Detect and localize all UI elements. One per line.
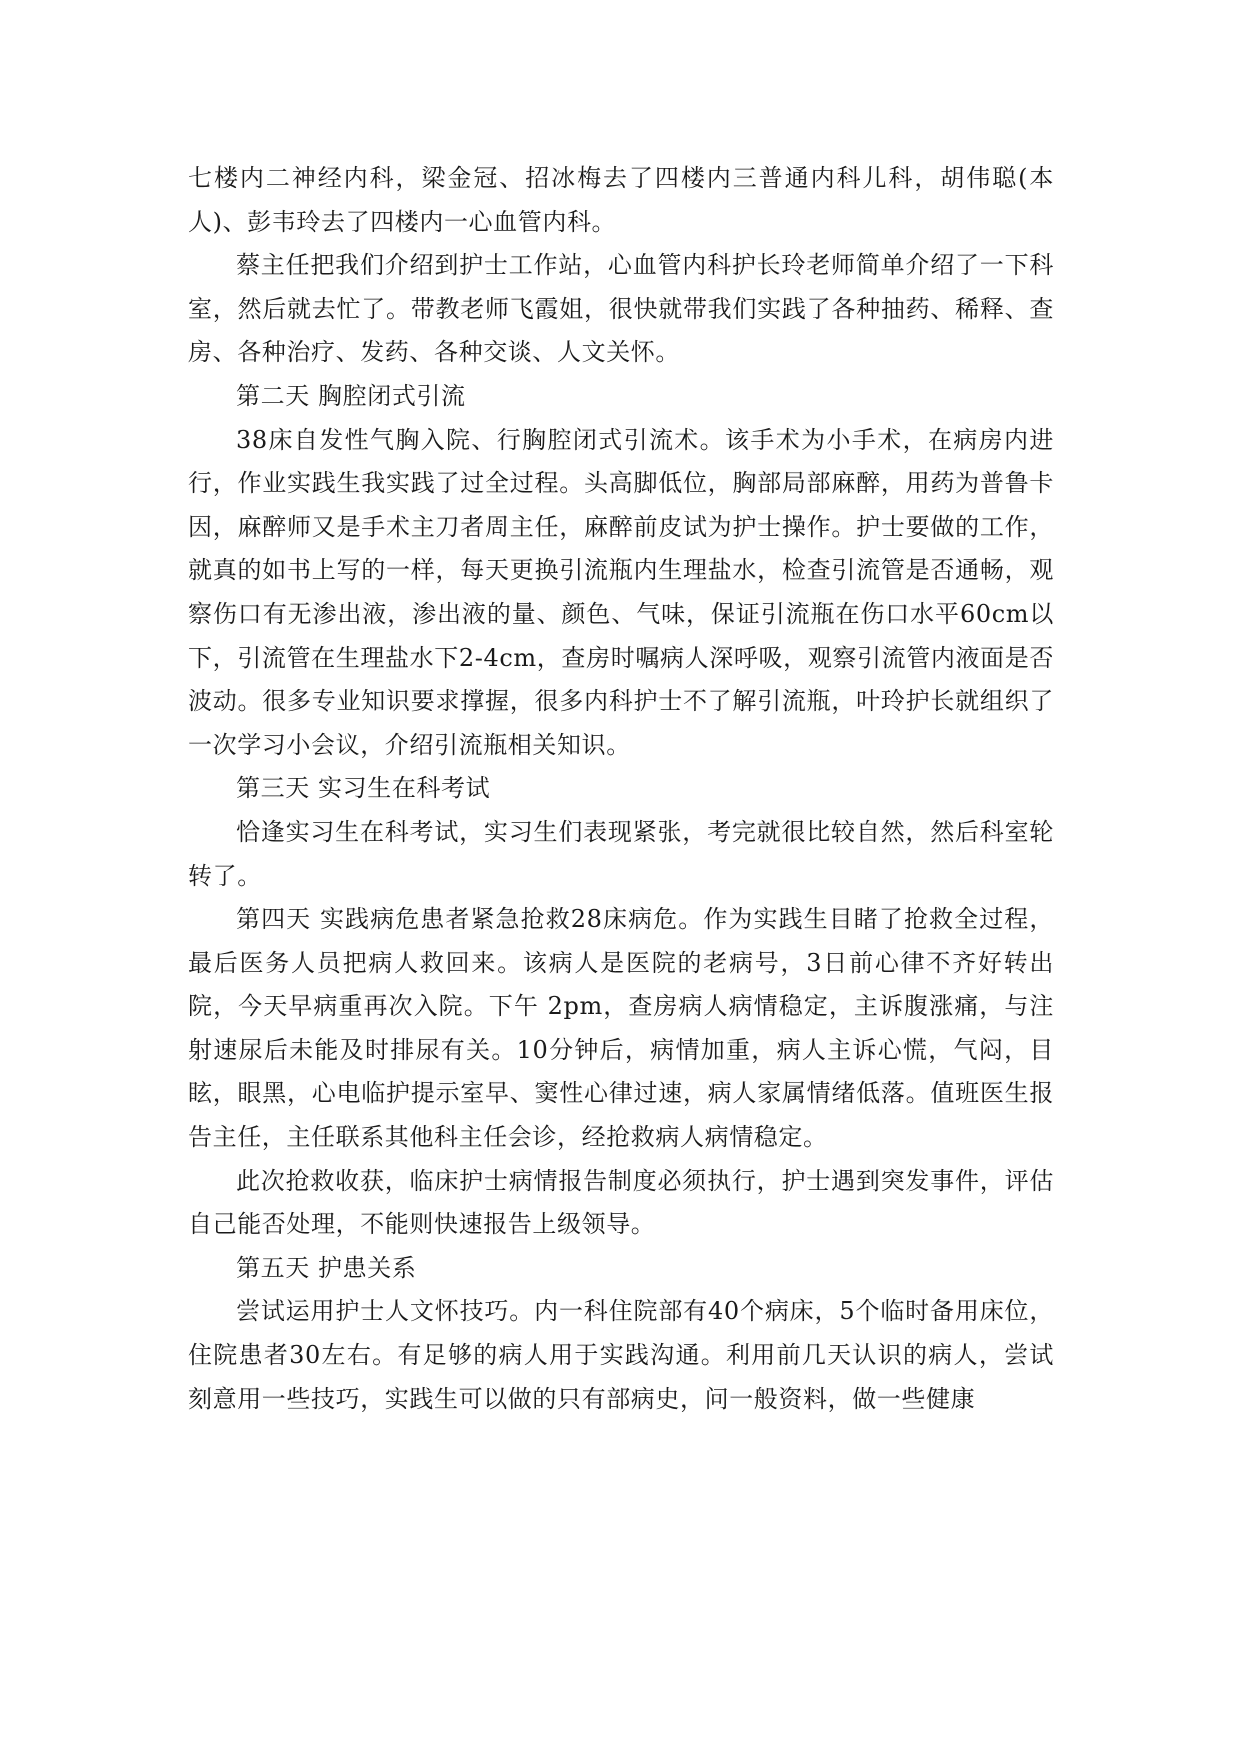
day-heading: 第五天 护患关系 — [236, 1253, 417, 1282]
paragraph: 蔡主任把我们介绍到护士工作站，心血管内科护长玲老师简单介绍了一下科室，然后就去忙了。带教老师飞霞姐，很快就带我们实践了各种抽药、稀释、查房、各种治疗、发药、各种交谈、人文关怀。 — [188, 251, 1054, 367]
paragraph: 尝试运用护士人文怀技巧。内一科住院部有40个病床，5个临时备用床位，住院患者30左右。有足够的病人用于实践沟通。利用前几天认识的病人，尝试刻意用一些技巧，实践生可以做的只有部病史，问一般资料，做一些健康 — [188, 1297, 1054, 1413]
paragraph: 恰逢实习生在科考试，实习生们表现紧张，考完就很比较自然，然后科室轮转了。 — [188, 817, 1054, 890]
paragraph: 此次抢救收获，临床护士病情报告制度必须执行，护士遇到突发事件，评估自己能否处理，不能则快速报告上级领导。 — [188, 1166, 1054, 1239]
day-heading: 第二天 胸腔闭式引流 — [236, 381, 466, 410]
document-body — [188, 157, 1054, 1421]
paragraph: 38床自发性气胸入院、行胸腔闭式引流术。该手术为小手术，在病房内进行，作业实践生我实践了过全过程。头高脚低位，胸部局部麻醉，用药为普鲁卡因，麻醉师又是手术主刀者周主任，麻醉前皮试为护士操作。护士要做的工作，就真的如书上写的一样，每天更换引流瓶内生理盐水，检查引流管是否通畅，观察伤口有无渗出液，渗出液的量、颜色、气味，保证引流瓶在伤口水平60cm以下，引流管在生理盐水下2-4cm，查房时嘱病人深呼吸，观察引流管内液面是否波动。很多专业知识要求撑握，很多内科护士不了解引流瓶，叶玲护长就组织了一次学习小会议，介绍引流瓶相关知识。 — [188, 425, 1054, 759]
day-heading: 第三天 实习生在科考试 — [236, 774, 491, 803]
paragraph-continuation: 七楼内二神经内科，梁金冠、招冰梅去了四楼内三普通内科儿科，胡伟聪(本人)、彭韦玲去了四楼内一心血管内科。 — [188, 164, 1054, 236]
paragraph: 第四天 实践病危患者紧急抢救28床病危。作为实践生目睹了抢救全过程，最后医务人员把病人救回来。该病人是医院的老病号，3日前心律不齐好转出院，今天早病重再次入院。下午 2pm，查房病人病情稳定，主诉腹涨痛，与注射速尿后未能及时排尿有关。10分钟后，病情加重，病人主诉心慌，气闷，目眩，眼黑，心电临护提示室早、窦性心律过速，病人家属情绪低落。值班医生报告主任，主任联系其他科主任会诊，经抢救病人病情稳定。 — [188, 905, 1054, 1152]
